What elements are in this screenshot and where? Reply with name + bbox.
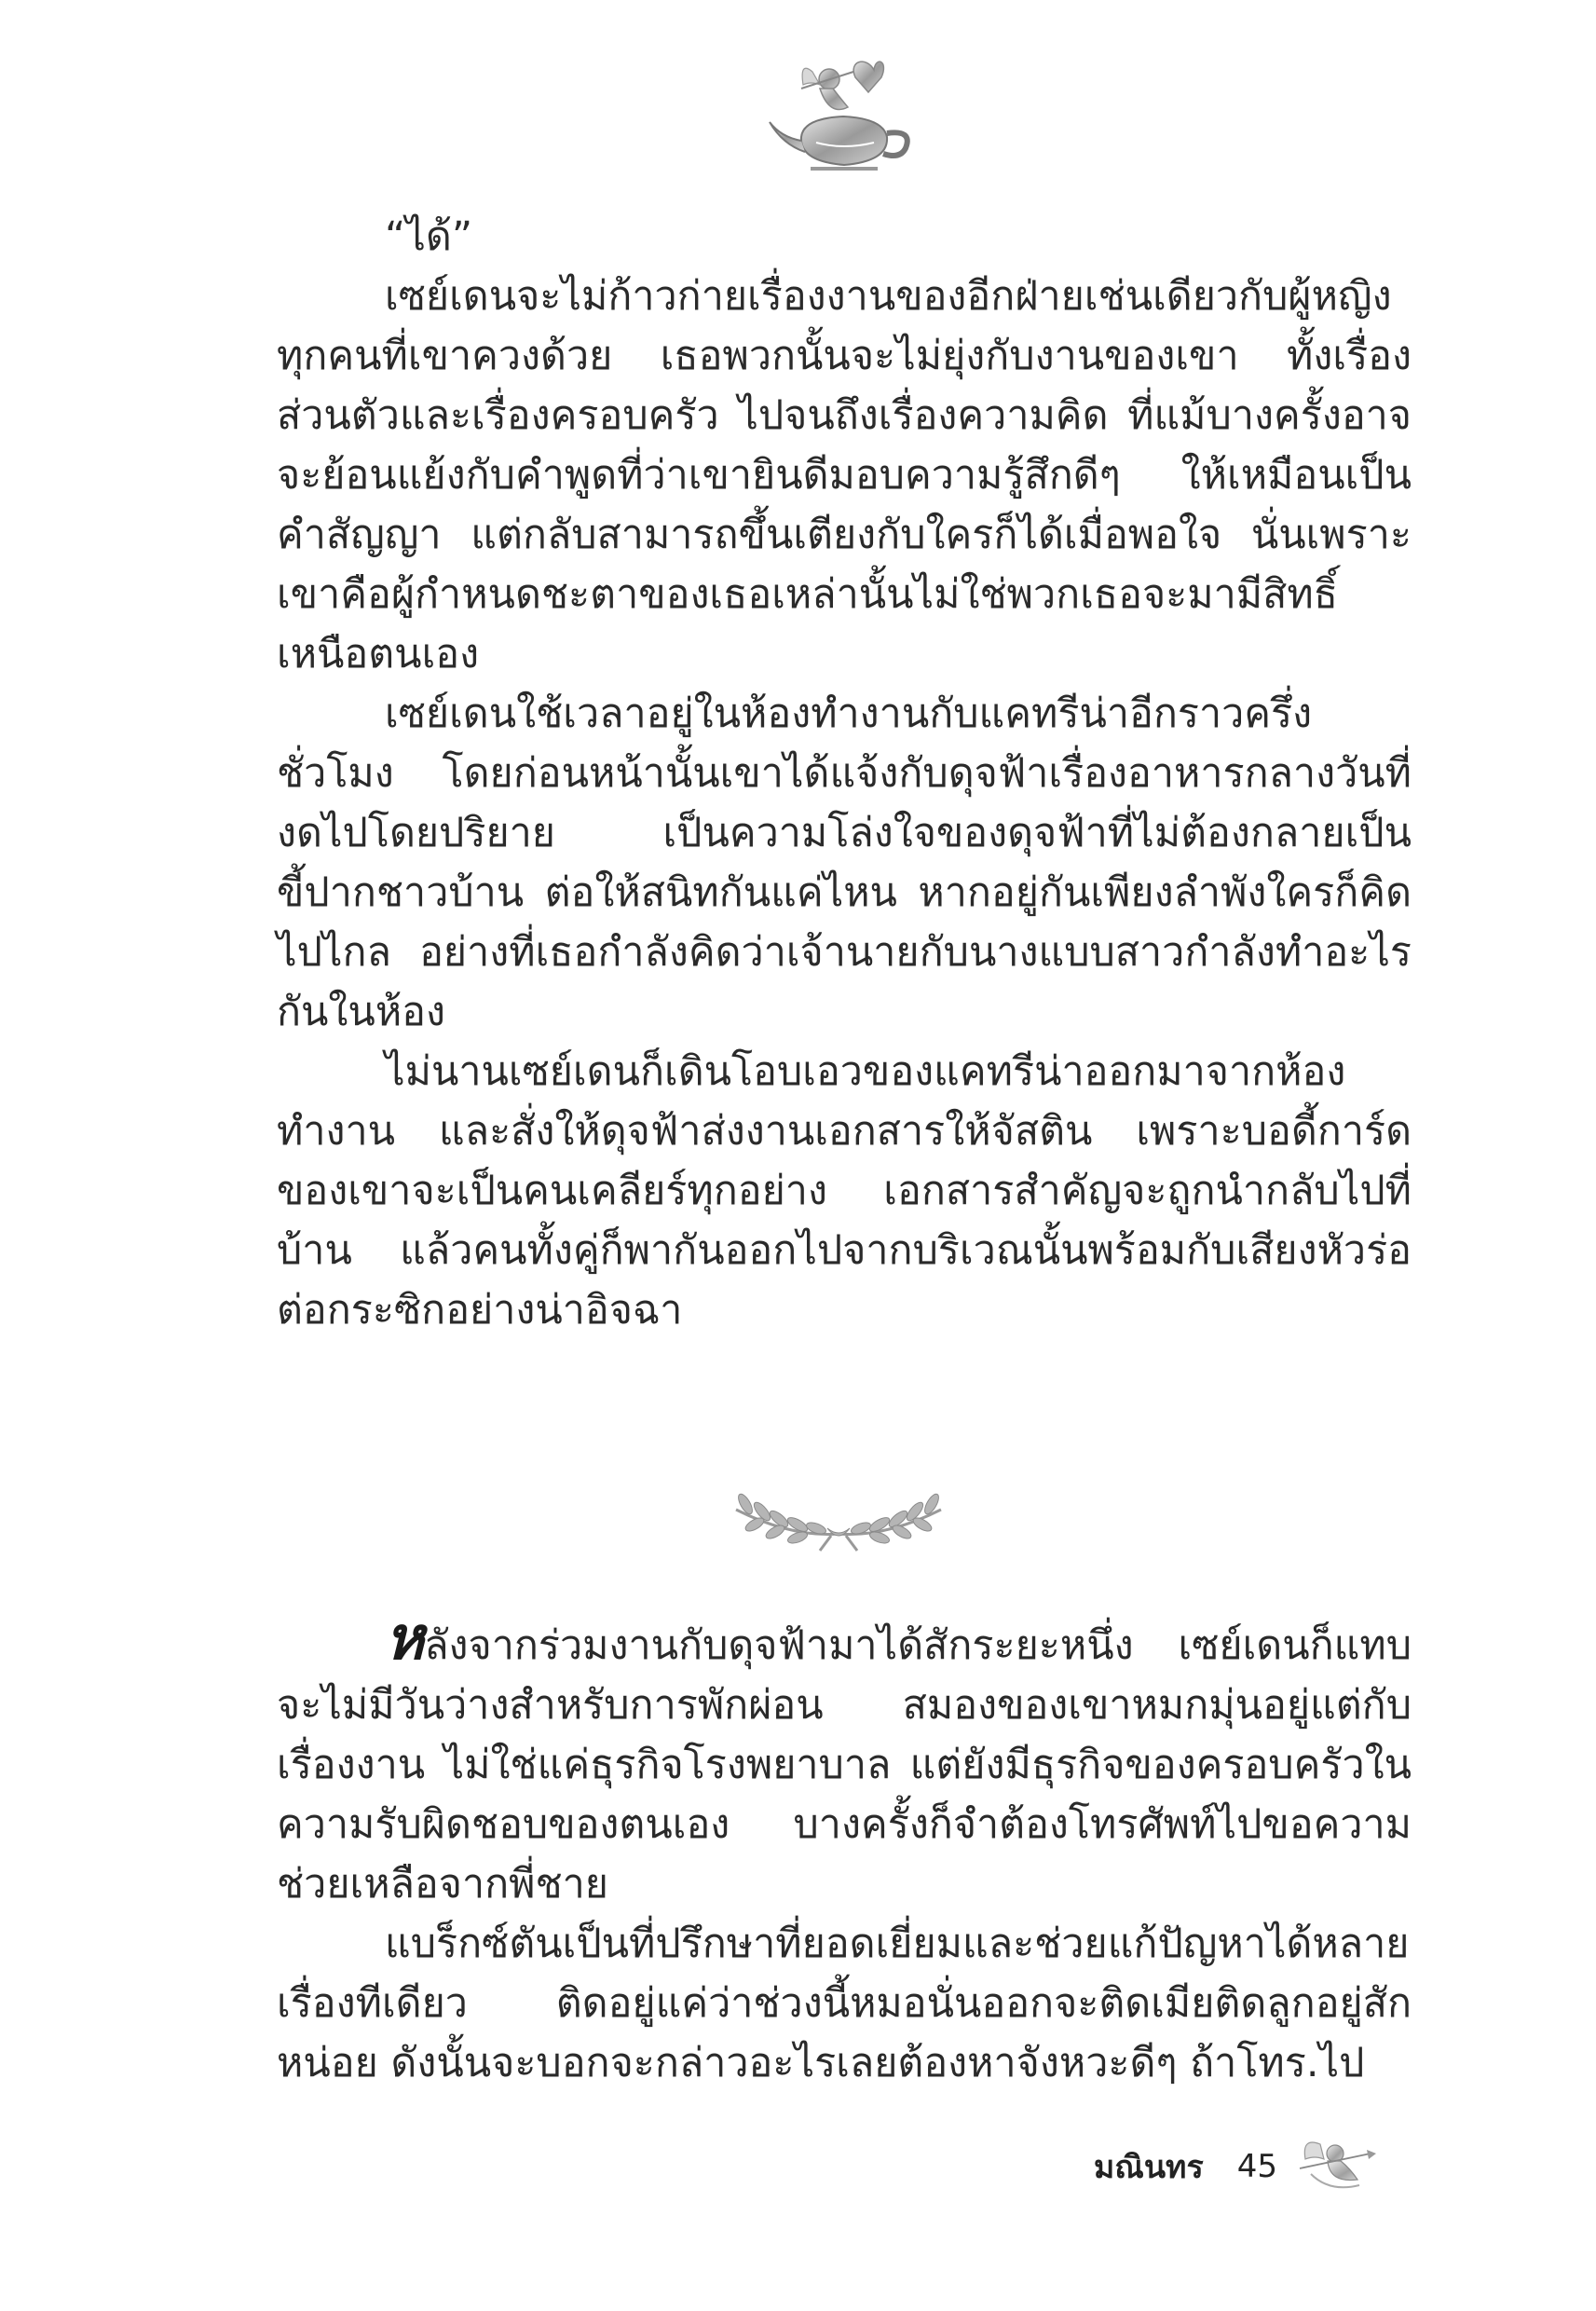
paragraph: ไม่นานเซย์เดนก็เดินโอบเอวของแคทรีน่าออกมาจากห้องทำงาน และสั่งให้ดุจฟ้าส่งงานเอกสารให้จัสติน เพราะบอดี้การ์ดของเขาจะเป็นคนเคลียร์ทุกอย่าง เอกสารสำคัญจะถูกนำกลับไปที่บ้าน แล้วคนทั้งคู่ก็พากันออกไปจากบริเวณนั้นพร้อมกับเสียงหัวร่อต่อกระซิกอย่างน่าอิจฉา [277, 1048, 1412, 1333]
teapot-cupid-icon [764, 51, 922, 191]
cupid-icon [1292, 2137, 1382, 2196]
author-name: มณินทร [1093, 2149, 1204, 2186]
page-number: 45 [1236, 2148, 1277, 2185]
paragraph [277, 1604, 1412, 1914]
paragraph: เซย์เดนใช้เวลาอยู่ในห้องทำงานกับแคทรีน่าอีกราวครึ่งชั่วโมง โดยก่อนหน้านั้นเขาได้แจ้งกับดุจฟ้าเรื่องอาหารกลางวันที่งดไปโดยปริยาย เป็นความโล่งใจของดุจฟ้าที่ไม่ต้องกลายเป็นขี้ปากชาวบ้าน ต่อให้สนิทกันแค่ไหน หากอยู่กันเพียงลำพังใครก็คิดไปไกล อย่างที่เธอกำลังคิดว่าเจ้านายกับนางแบบสาวกำลังทำอะไรกันในห้อง [277, 691, 1412, 1035]
body-text-section-2 [277, 1604, 1412, 2093]
paragraph: “ได้” [385, 213, 473, 260]
decorative-initial: ห [385, 1604, 425, 1674]
paragraph-rest: ลังจากร่วมงานกับดุจฟ้ามาได้สักระยะหนึ่ง เซย์เดนก็แทบจะไม่มีวันว่างสำหรับการพักผ่อน สมองของเขาหมกมุ่นอยู่แต่กับเรื่องงาน ไม่ใช่แค่ธุรกิจโรงพยาบาล แต่ยังมีธุรกิจของครอบครัวในความรับผิดชอบของตนเอง บางครั้งก็จำต้องโทรศัพท์ไปขอความช่วยเหลือจากพี่ชาย [277, 1622, 1412, 1908]
laurel-divider-icon [717, 1491, 960, 1556]
paragraph: แบร็กซ์ตันเป็นที่ปรึกษาที่ยอดเยี่ยมและช่วยแก้ปัญหาได้หลายเรื่องทีเดียว ติดอยู่แค่ว่าช่วงนี้หมอนั่นออกจะติดเมียติดลูกอยู่สักหน่อย ดังนั้นจะบอกจะกล่าวอะไรเลยต้องหาจังหวะดีๆ ถ้าโทร.ไป [277, 1921, 1412, 2086]
page-footer [1094, 2137, 1382, 2196]
body-text-section-1 [277, 207, 1412, 1340]
paragraph: เซย์เดนจะไม่ก้าวก่ายเรื่องงานของอีกฝ่ายเช่นเดียวกับผู้หญิงทุกคนที่เขาควงด้วย เธอพวกนั้นจะไม่ยุ่งกับงานของเขา ทั้งเรื่องส่วนตัวและเรื่องครอบครัว ไปจนถึงเรื่องความคิด ที่แม้บางครั้งอาจจะย้อนแย้งกับคำพูดที่ว่าเขายินดีมอบความรู้สึกดีๆ ให้เหมือนเป็นคำสัญญา แต่กลับสามารถขึ้นเตียงกับใครก็ได้เมื่อพอใจ นั่นเพราะเขาคือผู้กำหนดชะตาของเธอเหล่านั้นไม่ใช่พวกเธอจะมามีสิทธิ์เหนือตนเอง [277, 273, 1412, 677]
